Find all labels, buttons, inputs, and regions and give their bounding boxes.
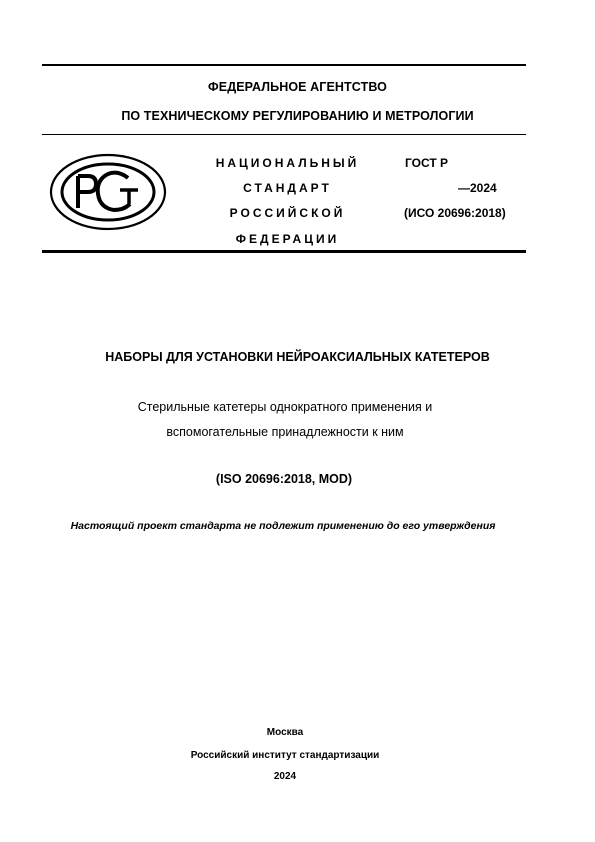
gost-label: ГОСТ Р — [405, 156, 449, 170]
standard-word-russian: РОССИЙСКОЙ — [229, 206, 346, 220]
footer-publisher: Российский институт стандартизации — [190, 750, 380, 761]
document-subtitle-line1: Стерильные катетеры однократного применения и — [137, 400, 433, 414]
header-divider — [42, 134, 526, 135]
header-bottom-rule — [42, 250, 526, 253]
top-rule — [42, 64, 526, 66]
document-subtitle-line2: вспомогательные принадлежности к ним — [166, 425, 404, 439]
standard-word-federation: ФЕДЕРАЦИИ — [235, 232, 340, 246]
footer-year: 2024 — [273, 771, 297, 782]
document-title: НАБОРЫ ДЛЯ УСТАНОВКИ НЕЙРОАКСИАЛЬНЫХ КАТЕТЕРОВ — [105, 350, 490, 364]
standard-word-standard: СТАНДАРТ — [243, 181, 332, 195]
standard-word-national: НАЦИОНАЛЬНЫЙ — [215, 156, 360, 170]
draft-notice: Настоящий проект стандарта не подлежит применению до его утверждения — [70, 520, 496, 532]
gost-iso-equivalent: (ИСО 20696:2018) — [404, 206, 506, 220]
rst-certification-logo-icon — [48, 152, 168, 232]
gost-number: —2024 — [458, 181, 497, 195]
agency-name-line1: ФЕДЕРАЛЬНОЕ АГЕНТСТВО — [208, 80, 387, 94]
iso-reference: (ISO 20696:2018, MOD) — [215, 472, 353, 486]
footer-city: Москва — [266, 727, 304, 738]
agency-name-line2: ПО ТЕХНИЧЕСКОМУ РЕГУЛИРОВАНИЮ И МЕТРОЛОГИИ — [121, 109, 474, 123]
